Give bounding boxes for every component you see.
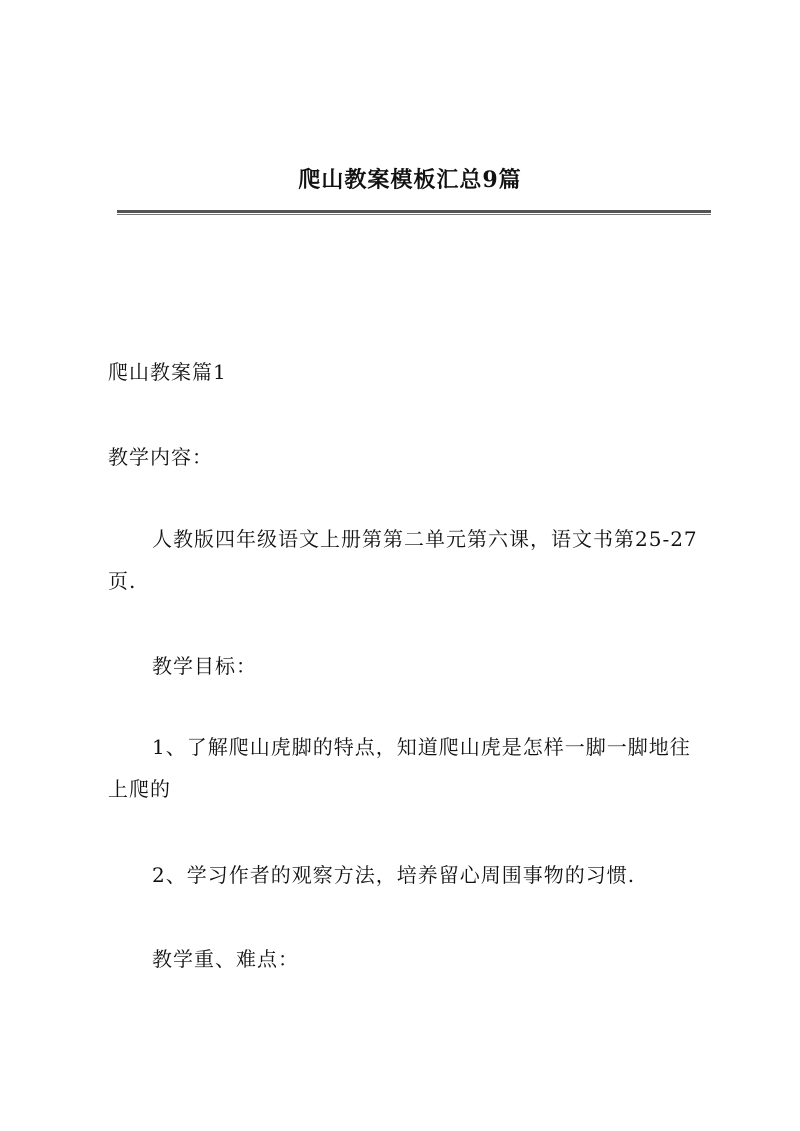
section-heading: 爬山教案篇1 xyxy=(108,360,227,384)
goal-item-1: 1、了解爬山虎脚的特点，知道爬山虎是怎样一脚一脚地往上爬的 xyxy=(108,735,691,801)
content-label: 教学内容： xyxy=(108,445,213,469)
goal-item-2: 2、学习作者的观察方法，培养留心周围事物的习惯. xyxy=(152,863,636,887)
title-divider-thin xyxy=(117,214,711,215)
page-title: 爬山教案模板汇总9篇 xyxy=(298,167,522,193)
content-paragraph: 人教版四年级语文上册第第二单元第六课，语文书第25-27页. xyxy=(108,527,698,593)
difficulty-label: 教学重、难点： xyxy=(152,947,299,971)
title-divider xyxy=(117,210,711,213)
goals-label: 教学目标： xyxy=(152,654,257,678)
